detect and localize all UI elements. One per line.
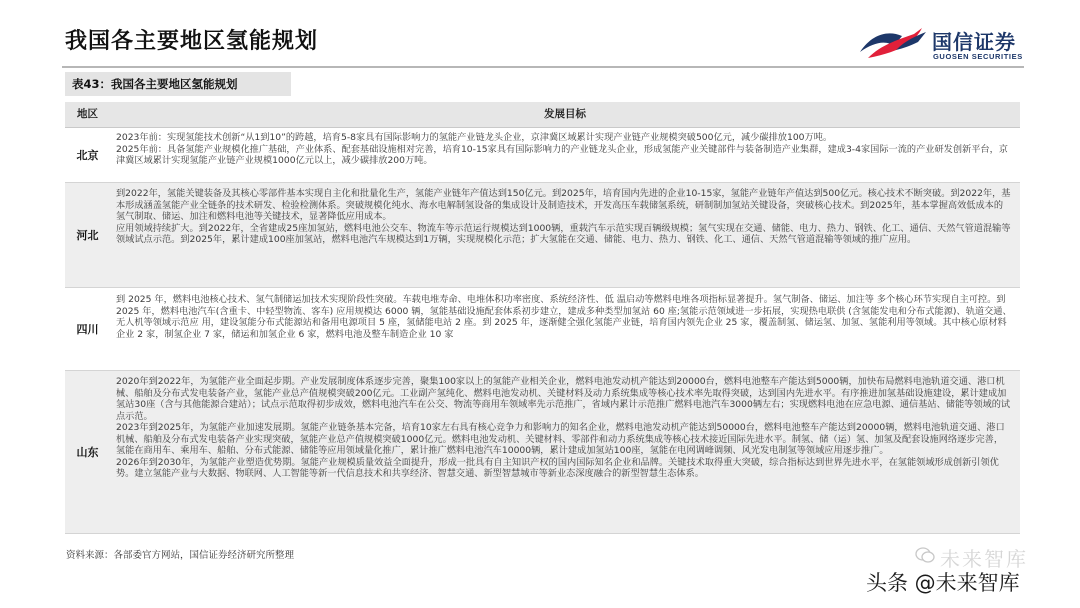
goals-cell xyxy=(110,183,1020,287)
hydrogen-plan-table xyxy=(65,102,1020,534)
company-logo xyxy=(858,22,1038,66)
wechat-icon xyxy=(915,546,935,564)
region-cell: 山东 xyxy=(76,446,99,459)
table-header xyxy=(65,102,1020,128)
table-caption: 表43：我国各主要地区氢能规划 xyxy=(65,72,291,96)
guosen-logo-icon xyxy=(858,26,928,60)
table-row xyxy=(65,183,1020,288)
goal-paragraph: 2026年到2030年，为氢能产业塑造优势期。氢能产业规模质量效益全面提升，形成一批具有自主知识产权的国内国际知名企业和品牌。关键技术取得重大突破，综合指标达到世界先进水平，在氢能领域形成创新引领优势。建立氢能产业与大数据、物联网、人工智能等新一代信息技术和共享经济、智慧交通、新型智慧城市等新业态深度融合的新型智慧生态体系。 xyxy=(116,456,999,479)
source-note: 资料来源：各部委官方网站，国信证券经济研究所整理 xyxy=(66,550,295,561)
watermark-main: 头条 @未来智库 xyxy=(866,571,1020,595)
goals-cell xyxy=(110,128,1020,182)
region-cell: 北京 xyxy=(76,149,99,162)
goal-paragraph: 到 2025 年，燃料电池核心技术、氢气制储运加技术实现阶段性突破。车载电堆寿命、电堆体积功率密度、系统经济性、低 温启动等燃料电堆各项指标显著提升。氢气制备、储运、加注等 多个核心环节实现自主可控。到 2025 年，燃料电池汽车(含重卡、中轻型物流、客车) 应用规模达 6000 辆，氢能基础设施配套体系初步建立，建成多种类型加氢站 60 座;氢能示范领域进一步拓展，实现热电联供 (含氢能发电和分布式能源)、轨道交通、无人机等领域示范应 用，建设氢能分布式能源站和备用电源项目 5 座，氢储能电站 2 座。到 2025 年，逐渐健全强化氢能产业链，培育国内领先企业 25 家，覆盖制氢、储运氢、加氢、氢能利用等领域。其中核心原材料企业 2 家，制氢企业 7 家，储运和加氢企业 6 家，燃料电池及整车制造企业 10 家 xyxy=(116,294,1012,340)
title-divider xyxy=(62,66,1024,68)
watermark-faint: 未来智库 xyxy=(940,547,1028,571)
table-row xyxy=(65,288,1020,371)
column-header-region: 地区 xyxy=(77,108,98,120)
goals-cell xyxy=(110,371,1020,533)
goal-paragraph: 2020年到2022年，为氢能产业全面起步期。产业发展制度体系逐步完善，聚集100家以上的氢能产业相关企业，燃料电池发动机产能达到20000台，燃料电池整车产能达到5000辆，加快布局燃料电池轨道交通、港口机械、船舶及分布式发电装备产业，氢能产业总产值规模突破200亿元。工业副产氢纯化、燃料电池发动机、关键材料及动力系统集成等核心技术率先取得突破，达到国内先进水平。有序推进加氢基础设施建设，累计建成加氢站30座（含与其他能源合建站）；试点示范取得初步成效，燃料电池汽车在公交、物流等商用车领域率先示范推广，省域内累计示范推广燃料电池汽车3000辆左右；实现燃料电池在应急电源、通信基站、储能等领域的试点示范。 xyxy=(116,376,1011,422)
table-row xyxy=(65,128,1020,183)
goal-paragraph: 到2022年，氢能关键装备及其核心零部件基本实现自主化和批量化生产，氢能产业链年产值达到150亿元。到2025年，培育国内先进的企业10-15家，氢能产业链年产值达到500亿元。核心技术不断突破。到2022年，基本形成涵盖氢能产业全链条的技术研发、检验检测体系。突破规模化纯水、海水电解制氢设备的集成设计及制造技术，开发高压车载储氢系统，研制制加氢站关键设备，突破核心技术。到2025年，基本掌握高效低成本的氢气制取、储运、加注和燃料电池等关键技术，显著降低应用成本。 xyxy=(116,188,1011,222)
goal-paragraph: 应用领域持续扩大。到2022年，全省建成25座加氢站，燃料电池公交车、物流车等示范运行规模达到1000辆，重载汽车示范实现百辆级规模；氢气实现在交通、储能、电力、热力、钢铁、化工、通信、天然气管道混输等领域试点示范。到2025年，累计建成100座加氢站，燃料电池汽车规模达到1万辆，实现规模化示范；扩大氢能在交通、储能、电力、热力、钢铁、化工、通信、天然气管道混输等领域的推广应用。 xyxy=(116,222,1011,245)
region-cell: 河北 xyxy=(76,229,99,242)
column-header-goals: 发展目标 xyxy=(544,108,586,120)
goals-cell xyxy=(110,288,1020,370)
goal-paragraph: 2025年前：具备氢能产业规模化推广基础，产业体系、配套基础设施相对完善，培育10-15家具有国际影响力的产业链龙头企业，形成氢能产业关键部件与装备制造产业集群，建成3-4家国际一流的产业研发创新平台，京津冀区域累计实现氢能产业链产业规模1000亿元以上，减少碳排放200万吨。 xyxy=(116,143,1008,166)
goal-paragraph: 2023年前：实现氢能技术创新“从1到10”的跨越，培育5-8家具有国际影响力的氢能产业链龙头企业，京津冀区域累计实现产业链产业规模突破500亿元，减少碳排放100万吨。 xyxy=(116,132,833,143)
goal-paragraph: 2023年到2025年，为氢能产业加速发展期。氢能产业链条基本完备，培育10家左右具有核心竞争力和影响力的知名企业，燃料电池发动机产能达到50000台，燃料电池整车产能达到20000辆，燃料电池轨道交通、港口机械、船舶及分布式发电装备产业实现突破，氢能产业总产值规模突破1000亿元。燃料电池发动机、关键材料、零部件和动力系统集成等核心技术接近国际先进水平。制氢、储（运）氢、加氢及配套设施网络逐步完善，氢能在商用车、乘用车、船舶、分布式能源、储能等应用领域量化推广，累计推广燃料电池汽车10000辆，累计建成加氢站100座，氢能在电网调峰调频、风光发电制氢等领域应用逐步推广。 xyxy=(116,422,1005,456)
logo-name-en: GUOSEN SECURITIES xyxy=(933,52,1023,61)
page-title: 我国各主要地区氢能规划 xyxy=(65,29,319,54)
region-cell: 四川 xyxy=(76,323,99,336)
logo-name-cn: 国信证券 xyxy=(932,30,1016,54)
table-row xyxy=(65,371,1020,534)
